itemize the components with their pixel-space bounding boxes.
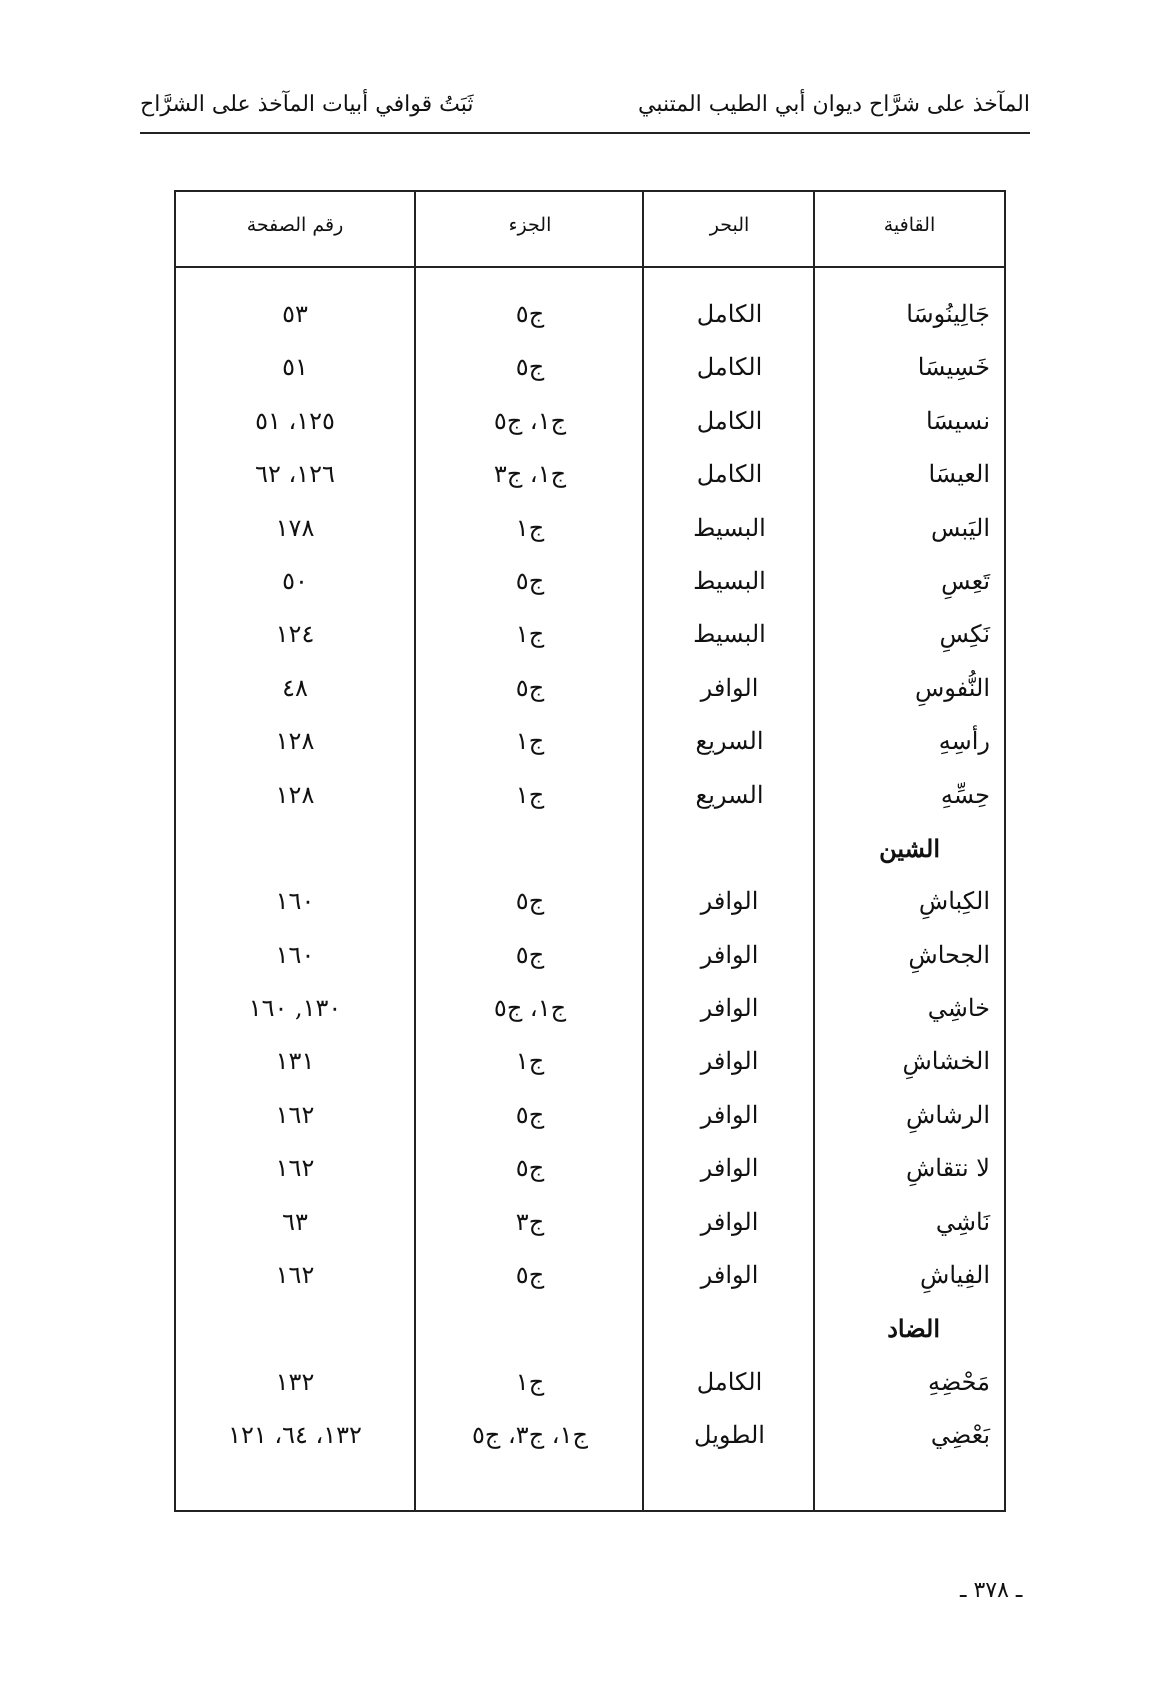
- table-row: [176, 1413, 1004, 1466]
- meter-cell: الوافر: [700, 940, 759, 969]
- table-header: [176, 192, 1004, 268]
- page-cell: ١٣٢: [275, 1367, 315, 1396]
- meter-cell: الكامل: [696, 1367, 763, 1396]
- table-row: [176, 879, 1004, 932]
- part-cell: ج١: [515, 1367, 545, 1396]
- rhyme-cell: خَسِيسَا: [917, 353, 990, 382]
- rhyme-cell: نسيسَا: [925, 406, 990, 435]
- page-cell: ٥٠: [282, 566, 308, 595]
- table-row: [176, 719, 1004, 772]
- part-cell: ج١، ج٣: [493, 460, 567, 489]
- meter-cell: الوافر: [700, 1154, 759, 1183]
- page-cell: ١٢٦، ٦٢: [255, 460, 335, 489]
- page-cell: ١٦٢: [275, 1154, 315, 1183]
- rhyme-cell: خاشِي: [927, 994, 990, 1023]
- page-cell: ١٧٨: [275, 513, 315, 542]
- meter-cell: الكامل: [696, 406, 763, 435]
- rhyme-cell: رأسِهِ: [938, 727, 990, 756]
- part-cell: ج٥: [515, 940, 545, 969]
- page-cell: ١٦٠: [275, 940, 315, 969]
- section-heading-dad: الضاد: [887, 1314, 940, 1344]
- page-cell: ١٢٤: [275, 620, 315, 649]
- page-cell: ٤٨: [282, 673, 308, 702]
- part-cell: ج٥: [515, 1154, 545, 1183]
- table-row: [176, 345, 1004, 398]
- section-heading-row: [176, 1306, 1004, 1359]
- table-row: [176, 1146, 1004, 1199]
- part-cell: ج١: [515, 727, 545, 756]
- table-row: [176, 666, 1004, 719]
- table-row: [176, 1039, 1004, 1092]
- part-cell: ج١: [515, 1047, 545, 1076]
- table-row: [176, 773, 1004, 826]
- table-row: [176, 559, 1004, 612]
- part-cell: ج٥: [515, 353, 545, 382]
- table-row: [176, 1200, 1004, 1253]
- rhyme-cell: الخشاشِ: [902, 1047, 990, 1076]
- rhyme-cell: الفِياشِ: [920, 1261, 990, 1290]
- header-part: الجزء: [508, 214, 552, 236]
- meter-cell: الطويل: [694, 1421, 765, 1450]
- section-heading-row: [176, 826, 1004, 879]
- meter-cell: الكامل: [696, 353, 763, 382]
- part-cell: ج٥: [515, 1261, 545, 1290]
- page-cell: ١٢٥، ٥١: [255, 406, 335, 435]
- table-row: [176, 933, 1004, 986]
- meter-cell: الوافر: [700, 994, 759, 1023]
- table-row: [176, 506, 1004, 559]
- section-title: ثَبَتُ قوافي أبيات المآخذ على الشرَّاح: [140, 92, 474, 117]
- header-page-number: رقم الصفحة: [246, 214, 344, 236]
- rhyme-cell: حِسِّهِ: [940, 780, 990, 809]
- meter-cell: الكامل: [696, 460, 763, 489]
- meter-cell: الوافر: [700, 887, 759, 916]
- page-cell: ١٣٠, ١٦٠: [248, 994, 342, 1023]
- rhyme-cell: نَاشِي: [935, 1207, 990, 1236]
- meter-cell: الكامل: [696, 300, 763, 328]
- rhyme-cell: الرشاشِ: [906, 1100, 990, 1129]
- part-cell: ج١: [515, 620, 545, 649]
- header-rhyme: القافية: [883, 214, 936, 236]
- rhyme-cell: العيسَا: [928, 460, 990, 489]
- rhyme-cell: مَحْضِهِ: [927, 1367, 990, 1396]
- table-row: [176, 986, 1004, 1039]
- rhyme-cell: جَالِينُوسَا: [906, 300, 990, 328]
- part-cell: ج٥: [515, 566, 545, 595]
- rhyme-cell: اليَبس: [930, 513, 990, 542]
- rhyme-cell: بَعْضِي: [930, 1421, 990, 1450]
- page-cell: ١٦٢: [275, 1100, 315, 1129]
- meter-cell: السريع: [695, 780, 764, 809]
- meter-cell: البسيط: [693, 566, 766, 595]
- part-cell: ج٣: [515, 1207, 545, 1236]
- running-head: [140, 84, 1030, 134]
- part-cell: ج٥: [515, 1100, 545, 1129]
- part-cell: ج١: [515, 780, 545, 809]
- page-cell: ١٦٠: [275, 887, 315, 916]
- page-cell: ١٢٨: [275, 727, 315, 756]
- part-cell: ج١، ج٥: [493, 406, 567, 435]
- page-cell: ٥٣: [282, 300, 308, 328]
- table-row: [176, 1093, 1004, 1146]
- rhyme-cell: تَعِسِ: [941, 566, 990, 595]
- rhyme-cell: الكِباشِ: [918, 887, 990, 916]
- page-cell: ٦٣: [282, 1207, 308, 1236]
- section-heading-shin: الشين: [879, 833, 940, 863]
- table-row: [176, 1253, 1004, 1306]
- meter-cell: الوافر: [700, 1047, 759, 1076]
- rhyme-cell: لا نتقاشِ: [906, 1154, 990, 1183]
- page-cell: ١٣١: [275, 1047, 315, 1076]
- meter-cell: الوافر: [700, 1207, 759, 1236]
- part-cell: ج٥: [515, 673, 545, 702]
- part-cell: ج١، ج٥: [493, 994, 567, 1023]
- rhyme-index-table: [174, 190, 1006, 1512]
- rhyme-cell: الجحاشِ: [908, 940, 990, 969]
- table-row: [176, 399, 1004, 452]
- rhyme-cell: النُّفوسِ: [914, 673, 990, 702]
- table-row: [176, 1360, 1004, 1413]
- part-cell: ج٥: [515, 887, 545, 916]
- meter-cell: السريع: [695, 727, 764, 756]
- book-title: المآخذ على شرَّاح ديوان أبي الطيب المتنبي: [638, 92, 1030, 117]
- page-cell: ١٦٢: [275, 1261, 315, 1290]
- meter-cell: البسيط: [693, 620, 766, 649]
- meter-cell: الوافر: [700, 673, 759, 702]
- page-cell: ٥١: [282, 353, 308, 382]
- page-cell: ١٢٨: [275, 780, 315, 809]
- meter-cell: الوافر: [700, 1261, 759, 1290]
- page-number: ـ ٣٧٨ ـ: [960, 1578, 1023, 1603]
- rhyme-cell: نَكِسِ: [939, 620, 990, 649]
- table-row: [176, 612, 1004, 665]
- table-body: [176, 292, 1004, 1467]
- table-row: [176, 452, 1004, 505]
- meter-cell: البسيط: [693, 513, 766, 542]
- table-row: [176, 292, 1004, 345]
- part-cell: ج١: [515, 513, 545, 542]
- meter-cell: الوافر: [700, 1100, 759, 1129]
- page-cell: ١٣٢، ٦٤، ١٢١: [228, 1421, 362, 1450]
- part-cell: ج١، ج٣، ج٥: [472, 1421, 588, 1450]
- part-cell: ج٥: [515, 300, 545, 328]
- header-meter: البحر: [709, 214, 750, 236]
